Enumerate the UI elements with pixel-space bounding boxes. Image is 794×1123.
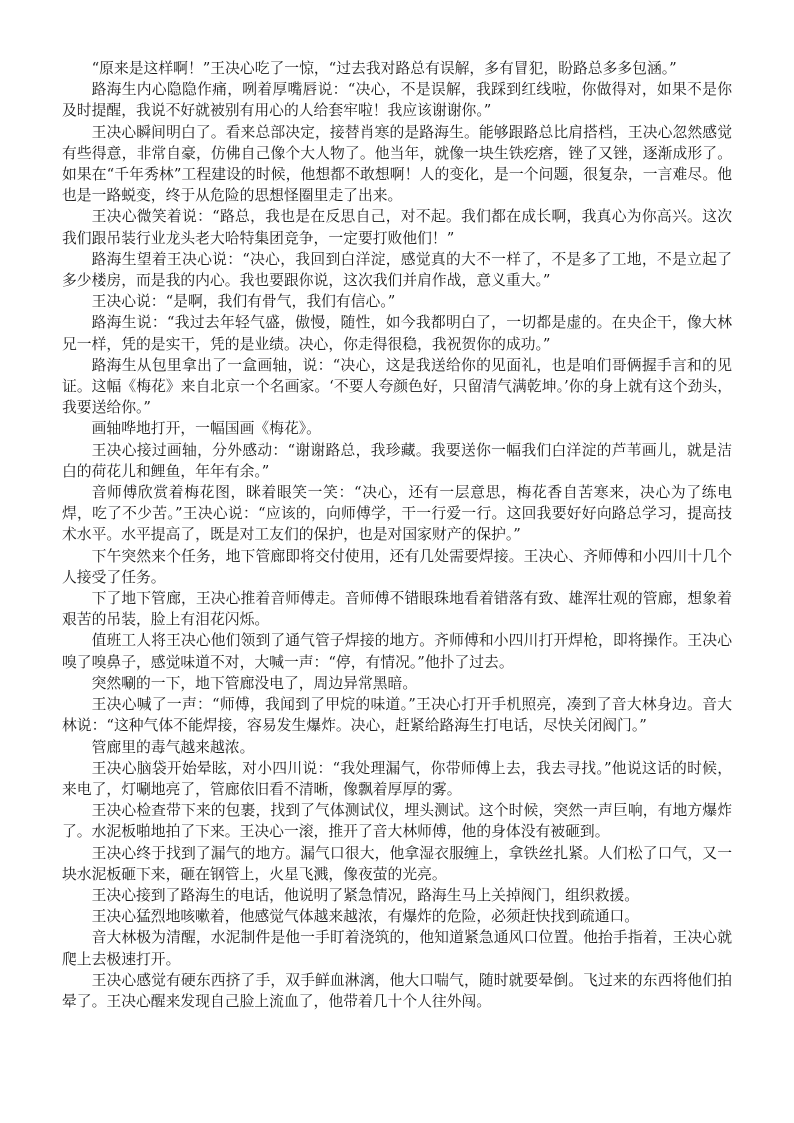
paragraph: 王决心脑袋开始晕眩，对小四川说：“我处理漏气，你带师傅上去，我去寻找。”他说这话的时候，来电了，灯唰地亮了，管廊依旧看不清晰，像飘着厚厚的雾。 [62,759,732,798]
paragraph: 王决心说：“是啊，我们有骨气，我们有信心。” [91,293,396,311]
paragraph: 王决心微笑着说：“路总，我也是在反思自己，对不起。我们都在成长啊，我真心为你高兴。这次我们跟吊装行业龙头老大哈特集团竞争，一定要打败他们！” [62,208,732,247]
paragraph: 路海生望着王决心说：“决心，我回到白洋淀，感觉真的大不一样了，不是多了工地，不是立起了多少楼房，而是我的内心。我也要跟你说，这次我们并肩作战，意义重大。” [62,250,732,290]
paragraph: 路海生说：“我过去年轻气盛，傲慢，随性，如今我都明白了，一切都是虚的。在央企干，像大林兄一样，凭的是实干，凭的是业绩。决心，你走得很稳，我祝贺你的成功。” [62,314,732,353]
paragraph: 王决心喊了一声：“师傅，我闻到了甲烷的味道。”王决心打开手机照亮，凑到了音大林身边。音大林说：“这种气体不能焊接，容易发生爆炸。决心，赶紧给路海生打电话，尽快关闭阀门。” [62,696,732,735]
paragraph: 下午突然来个任务，地下管廊即将交付使用，还有几处需要焊接。王决心、齐师傅和小四川十几个人接受了任务。 [62,547,732,586]
paragraph: 路海生内心隐隐作痛，咧着厚嘴唇说：“决心，不是误解，我踩到红线啦，你做得对，如果不是你及时提醒，我说不好就被别有用心的人给套牢啦！我应该谢谢你。” [62,81,732,120]
paragraph: 王决心检查带下来的包裹，找到了气体测试仪，埋头测试。这个时候，突然一声巨响，有地方爆炸了。水泥板啪地拍了下来。王决心一滚，推开了音大林师傅，他的身体没有被砸到。 [62,802,732,841]
paragraph: 王决心瞬间明白了。看来总部决定，接替肖寒的是路海生。能够跟路总比肩搭档，王决心忽然感觉有些得意，非常自豪，仿佛自己像个大人物了。他当年，就像一块生铁疙瘩，锉了又锉，逐渐成形了。如果在“千年秀林”工程建设的时候，他想都不敢想啊！人的变化，是一个问题，很复杂，一言难尽。他也是一路蜕变，终于从危险的思想怪圈里走了出来。 [62,123,732,205]
paragraph: 路海生从包里拿出了一盒画轴，说：“决心，这是我送给你的见面礼，也是咱们哥俩握手言和的见证。这幅《梅花》来自北京一个名画家。‘不要人夸颜色好，只留清气满乾坤。’你的身上就有这个劲头，我要送给你。” [62,356,732,417]
paragraph: 王决心接过画轴，分外感动：“谢谢路总，我珍藏。我要送你一幅我们白洋淀的芦苇画儿，就是洁白的荷花儿和鲤鱼，年年有余。” [62,441,732,480]
story-text [62,58,732,1012]
paragraph: “原来是这样啊！”王决心吃了一惊，“过去我对路总有误解，多有冒犯，盼路总多多包涵。” [91,60,677,77]
paragraph: 下了地下管廊，王决心推着音师傅走。音师傅不错眼珠地看着错落有致、雄浑壮观的管廊，想象着艰苦的吊装，脸上有泪花闪烁。 [62,590,732,629]
paragraph: 王决心接到了路海生的电话，他说明了紧急情况，路海生马上关掉阀门，组织救援。 [91,886,640,904]
paragraph: 管廊里的毒气越来越浓。 [91,738,255,756]
paragraph: 值班工人将王决心他们领到了通气管子焊接的地方。齐师傅和小四川打开焊枪，即将操作。王决心嗅了嗅鼻子，感觉味道不对，大喊一声：“停，有情况。”他扑了过去。 [62,632,732,671]
paragraph: 画轴哗地打开，一幅国画《梅花》。 [91,420,321,438]
paragraph: 王决心终于找到了漏气的地方。漏气口很大，他拿湿衣服缠上，拿铁丝扎紧。人们松了口气，又一块水泥板砸下来，砸在钢管上，火星飞溅，像夜萤的光亮。 [62,844,732,883]
paragraph: 王决心感觉有硬东西挤了手，双手鲜血淋漓，他大口喘气，随时就要晕倒。飞过来的东西将他们拍晕了。王决心醒来发现自己脸上流血了，他带着几十个人往外闯。 [62,971,732,1010]
paragraph: 音大林极为清醒，水泥制件是他一手盯着浇筑的，他知道紧急通风口位置。他抬手指着，王决心就爬上去极速打开。 [62,929,732,968]
paragraph: 突然唰的一下，地下管廊没电了，周边异常黑暗。 [91,674,418,692]
paragraph: 王决心猛烈地咳嗽着，他感觉气体越来越浓，有爆炸的危险，必须赶快找到疏通口。 [91,908,640,926]
paragraph: 音师傅欣赏着梅花图，眯着眼笑一笑：“决心，还有一层意思，梅花香自苦寒来，决心为了练电焊，吃了不少苦。”王决心说：“应该的，向师傅学，干一行爱一行。这回我要好好向路总学习，提高技术水平。水平提高了，既是对工友们的保护，也是对国家财产的保护。” [62,484,732,544]
